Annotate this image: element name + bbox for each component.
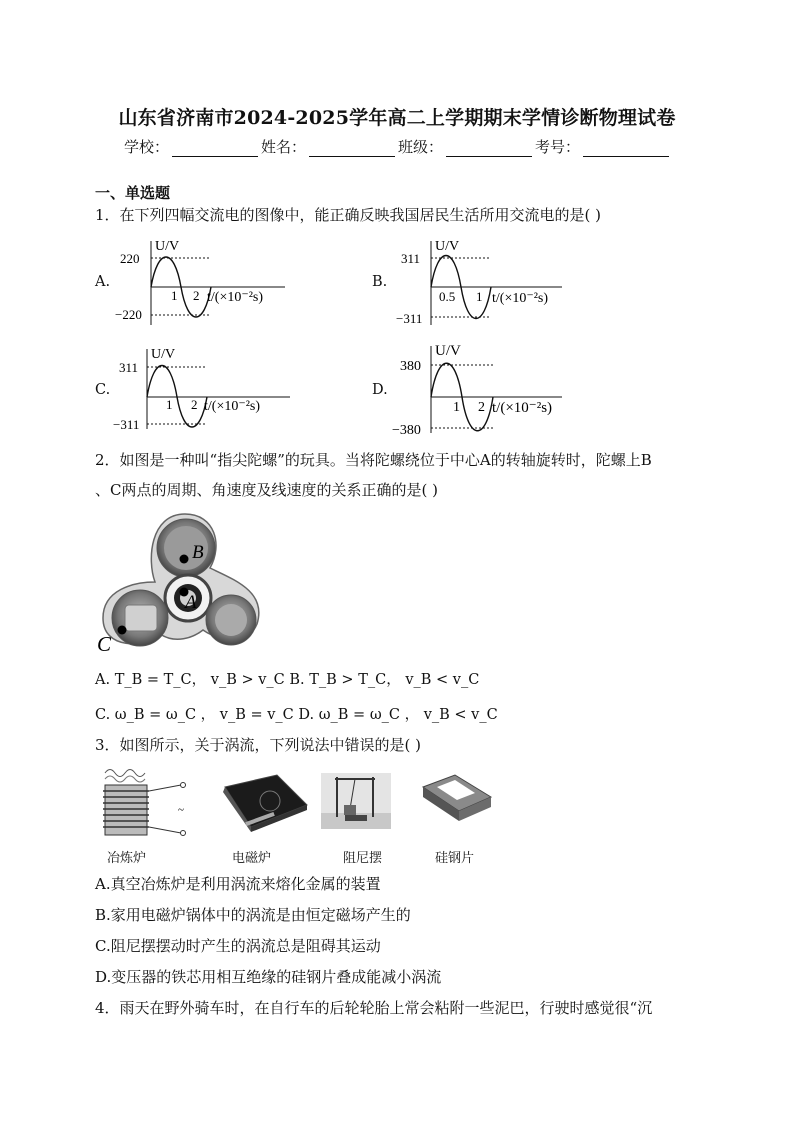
silicon-steel-figure	[423, 775, 491, 821]
graph-b-peak: 311	[401, 251, 421, 266]
graph-b-trough: −311	[396, 311, 423, 326]
question-4: 4．雨天在野外骑车时，在自行车的后轮轮胎上常会粘附一些泥巴，行驶时感觉很“沉	[95, 999, 653, 1017]
id-label: 考号：	[535, 138, 581, 156]
graph-a-svg	[95, 237, 395, 337]
question-1: 1．在下列四幅交流电的图像中，能正确反映我国居民生活所用交流电的是( )	[95, 206, 602, 224]
point-c-label: C	[97, 632, 112, 655]
class-blank	[446, 141, 532, 157]
graph-b-xaxis: t/(×10⁻²s)	[492, 291, 549, 306]
fidget-spinner-figure	[95, 510, 270, 655]
graph-c-label: C.	[95, 382, 111, 398]
graph-d-t1: 1	[453, 400, 460, 415]
graph-c-xaxis: t/(×10⁻²s)	[204, 399, 261, 414]
graph-d-trough: −380	[392, 423, 421, 438]
graph-a-peak: 220	[120, 251, 140, 266]
graph-d-label: D.	[372, 382, 388, 398]
graph-d	[372, 340, 672, 445]
graph-a	[95, 237, 395, 337]
q2-option-d: D. ω_B = ω_C ， v_B < v_C	[298, 707, 498, 723]
graph-a-label: A.	[95, 274, 111, 290]
graph-d-t2: 2	[478, 400, 485, 415]
school-label: 学校：	[124, 138, 170, 156]
question-2-line2: 、C两点的周期、角速度及线速度的关系正确的是( )	[95, 481, 438, 499]
q3-option-c: C.阻尼摆摆动时产生的涡流总是阻碍其运动	[95, 937, 381, 955]
graph-b-t1: 0.5	[439, 289, 456, 304]
graph-a-t2: 2	[193, 288, 200, 303]
question-3: 3．如图所示，关于涡流，下列说法中错误的是( )	[95, 736, 422, 754]
graph-c-yaxis: U/V	[151, 347, 176, 362]
damping-pendulum-figure	[321, 773, 391, 829]
eddy-current-figures	[95, 765, 495, 837]
point-a-label: A	[185, 592, 197, 613]
class-label: 班级：	[398, 138, 444, 156]
name-label: 姓名：	[261, 138, 307, 156]
graph-a-xaxis: t/(×10⁻²s)	[207, 290, 264, 305]
school-blank	[172, 141, 258, 157]
graph-c-t1: 1	[166, 397, 173, 412]
q2-option-c: C. ω_B = ω_C ， v_B = v_C	[95, 707, 294, 723]
q2-options-row2	[95, 703, 498, 724]
induction-cooker-figure	[223, 775, 307, 832]
q2-option-a: A. T_B = T_C， v_B > v_C	[95, 672, 285, 688]
caption-cooker: 电磁炉	[232, 851, 272, 866]
point-b-label: B	[192, 542, 204, 563]
furnace-figure	[103, 770, 186, 836]
question-2-line1: 2．如图是一种叫“指尖陀螺”的玩具。当将陀螺绕位于中心A的转轴旋转时，陀螺上B	[95, 451, 652, 469]
graph-c-trough: −311	[113, 417, 140, 432]
graph-d-svg	[372, 340, 672, 445]
ac-tilde: ~	[178, 804, 184, 816]
graph-b	[372, 237, 672, 337]
graph-a-yaxis: U/V	[155, 239, 180, 254]
id-blank	[583, 141, 669, 157]
graph-d-yaxis: U/V	[435, 343, 461, 359]
section-heading: 一、单选题	[95, 184, 171, 202]
caption-steel: 硅钢片	[435, 851, 475, 866]
graph-c-svg	[95, 345, 395, 445]
graph-a-trough: −220	[115, 307, 142, 322]
caption-furnace: 冶炼炉	[107, 851, 147, 866]
q2-option-b: B. T_B > T_C， v_B < v_C	[289, 672, 480, 688]
q3-option-b: B.家用电磁炉锅体中的涡流是由恒定磁场产生的	[95, 906, 411, 924]
graph-c-t2: 2	[191, 397, 198, 412]
graph-d-xaxis: t/(×10⁻²s)	[492, 400, 553, 416]
graph-d-peak: 380	[400, 359, 421, 374]
graph-a-t1: 1	[171, 288, 178, 303]
page-title: 山东省济南市2024-2025学年高二上学期期末学情诊断物理试卷	[118, 107, 676, 129]
graph-c-peak: 311	[119, 360, 139, 375]
graph-b-yaxis: U/V	[435, 239, 460, 254]
q3-option-a: A.真空冶炼炉是利用涡流来熔化金属的装置	[95, 875, 381, 893]
q2-options-row1	[95, 668, 479, 689]
name-blank	[309, 141, 395, 157]
caption-pendulum: 阻尼摆	[343, 851, 383, 866]
graph-b-t2: 1	[476, 289, 483, 304]
graph-c	[95, 345, 395, 445]
q3-option-d: D.变压器的铁芯用相互绝缘的硅钢片叠成能减小涡流	[95, 968, 442, 986]
graph-b-svg	[372, 237, 672, 337]
student-info	[124, 136, 672, 157]
graph-b-label: B.	[372, 274, 388, 290]
